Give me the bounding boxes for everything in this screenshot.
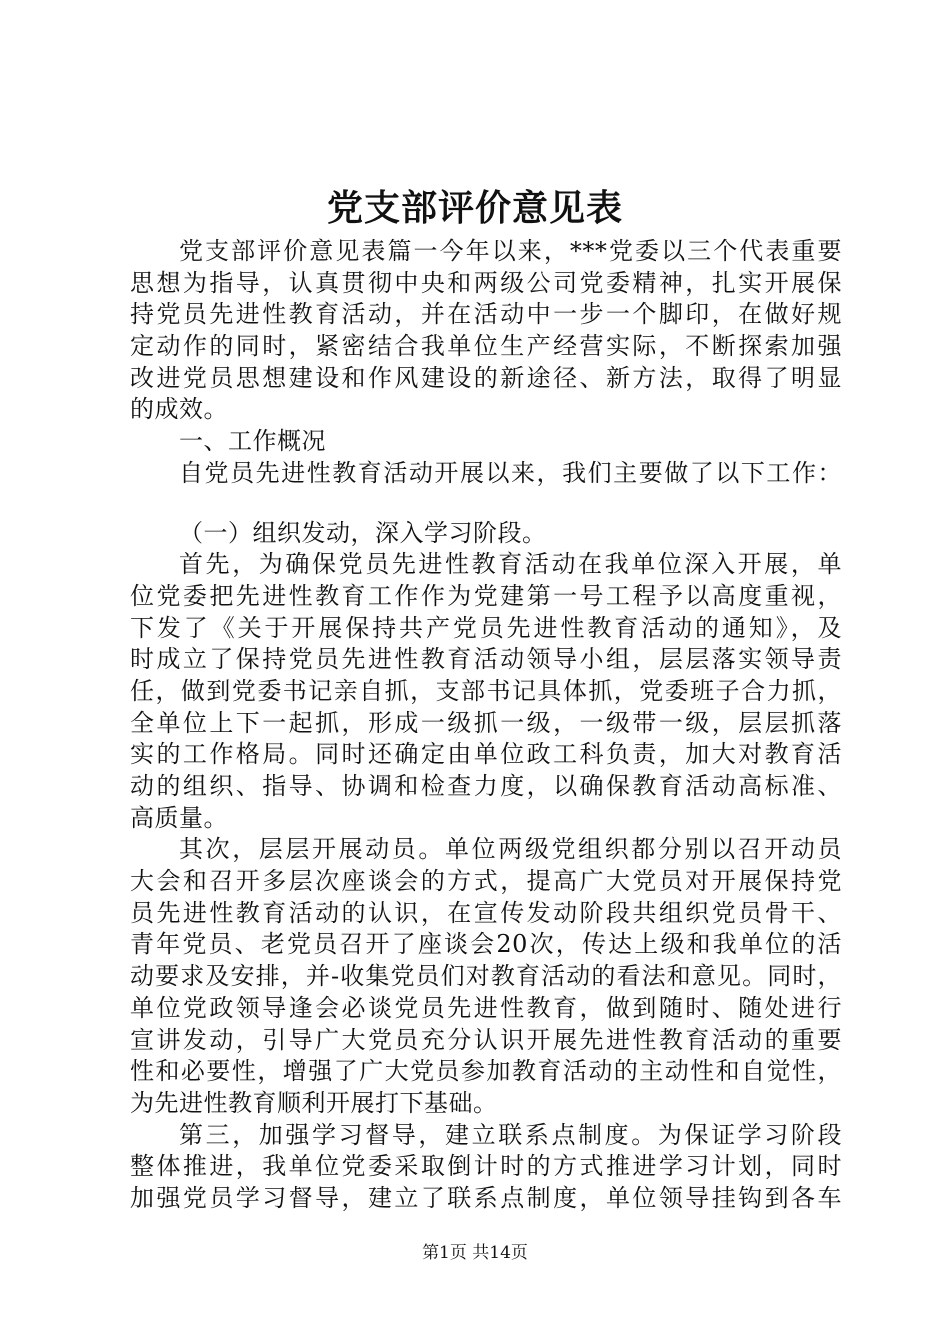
text-line: 定动作的同时，紧密结合我单位生产经营实际，不断探索加强 xyxy=(130,332,842,361)
text-line: 高质量。 xyxy=(130,803,228,832)
text-line: 党支部评价意见表篇一今年以来，***党委以三个代表重要 xyxy=(179,237,842,265)
text-line: 的成效。 xyxy=(130,395,228,424)
text-line: 时成立了保持党员先进性教育活动领导小组，层层落实领导责 xyxy=(130,645,842,674)
text-line: 性和必要性，增强了广大党员参加教育活动的主动性和自觉性， xyxy=(130,1057,842,1086)
text-line: 加强党员学习督导，建立了联系点制度，单位领导挂钩到各车 xyxy=(130,1183,842,1212)
text-line: 改进党员思想建设和作风建设的新途径、新方法，取得了明显 xyxy=(130,363,842,392)
text-line: 自党员先进性教育活动开展以来，我们主要做了以下工作： xyxy=(179,458,842,487)
subsection-heading: （一）组织发动，深入学习阶段。 xyxy=(179,518,547,547)
text-line: 位党委把先进性教育工作作为党建第一号工程予以高度重视， xyxy=(130,581,842,610)
text-line: 大会和召开多层次座谈会的方式，提高广大党员对开展保持党 xyxy=(130,867,842,896)
text-line: 动的组织、指导、协调和检查力度，以确保教育活动高标准、 xyxy=(130,772,842,800)
section-heading: 一、工作概况 xyxy=(179,427,326,456)
text-line: 员先进性教育活动的认识，在宣传发动阶段共组织党员骨干、 xyxy=(130,898,842,927)
text-line: 青年党员、老党员召开了座谈会20次，传达上级和我单位的活 xyxy=(130,930,842,959)
text-line: 持党员先进性教育活动，并在活动中一步一个脚印，在做好规 xyxy=(130,300,842,329)
text-line: 全单位上下一起抓，形成一级抓一级，一级带一级，层层抓落 xyxy=(130,708,842,737)
text-line: 整体推进，我单位党委采取倒计时的方式推进学习计划，同时 xyxy=(130,1152,842,1181)
text-line: 动要求及安排，并-收集党员们对教育活动的看法和意见。同时， xyxy=(130,962,842,991)
document-body xyxy=(130,236,842,1215)
text-line: 思想为指导，认真贯彻中央和两级公司党委精神，扎实开展保 xyxy=(130,268,842,297)
paragraph-gap xyxy=(130,490,842,518)
text-line: 任，做到党委书记亲自抓，支部书记具体抓，党委班子合力抓， xyxy=(130,676,842,705)
page-number: 第1页 共14页 xyxy=(422,1243,528,1263)
document-title: 党支部评价意见表 xyxy=(326,187,623,229)
text-line: 下发了《关于开展保持共产党员先进性教育活动的通知》，及 xyxy=(130,613,842,642)
text-line: 为先进性教育顺利开展打下基础。 xyxy=(130,1088,498,1117)
text-line: 实的工作格局。同时还确定由单位政工科负责，加大对教育活 xyxy=(130,740,842,769)
text-line: 第三，加强学习督导，建立联系点制度。为保证学习阶段 xyxy=(179,1120,842,1149)
text-line: 其次，层层开展动员。单位两级党组织都分别以召开动员 xyxy=(179,835,842,864)
text-line: 宣讲发动，引导广大党员充分认识开展先进性教育活动的重要 xyxy=(130,1025,842,1054)
text-line: 单位党政领导逢会必谈党员先进性教育，做到随时、随处进行 xyxy=(130,993,842,1022)
text-line: 首先，为确保党员先进性教育活动在我单位深入开展，单 xyxy=(179,550,842,579)
